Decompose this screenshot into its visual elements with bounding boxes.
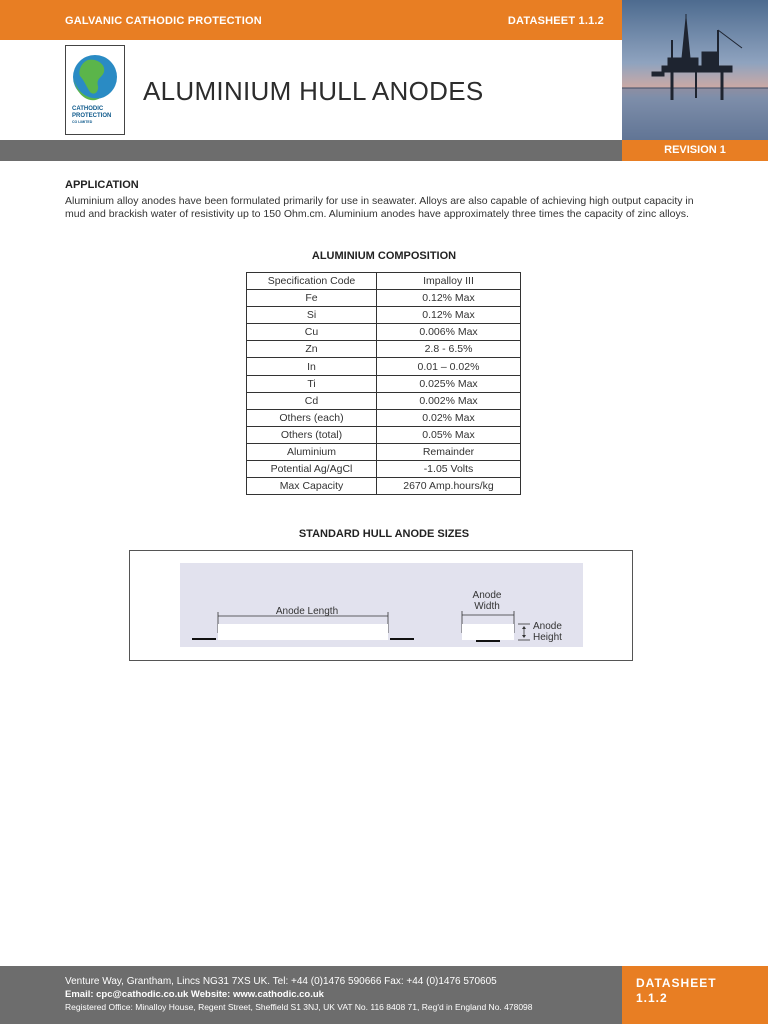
table-cell-property: Max Capacity: [247, 478, 377, 495]
header-datasheet: DATASHEET 1.1.2: [507, 15, 604, 27]
table-row: [247, 273, 521, 290]
footer-datasheet-badge: [622, 966, 768, 1024]
table-cell-value: 0.006% Max: [377, 324, 521, 341]
anode-width-body: [462, 624, 514, 640]
table-cell-property: Cd: [247, 392, 377, 409]
logo-line-1: CATHODIC: [72, 106, 104, 112]
table-row: [247, 341, 521, 358]
table-cell-property: Potential Ag/AgCl: [247, 461, 377, 478]
anode-length-body: [218, 624, 388, 640]
anode-length-label: Anode Length: [275, 606, 339, 617]
table-cell-property: Others (total): [247, 426, 377, 443]
table-row: [247, 478, 521, 495]
table-cell-value: Remainder: [377, 443, 521, 460]
table-row: [247, 409, 521, 426]
table-cell-value: -1.05 Volts: [377, 461, 521, 478]
table-cell-property: Specification Code: [247, 273, 377, 290]
oil-rig-photo: [622, 0, 768, 140]
logo-text: [72, 106, 111, 124]
table-row: [247, 426, 521, 443]
header-bar: [0, 0, 622, 40]
revision-bar: [0, 140, 768, 161]
anode-height-label-1: Anode: [533, 621, 562, 632]
table-cell-value: 0.12% Max: [377, 307, 521, 324]
application-text: Aluminium alloy anodes have been formulated primarily for use in seawater. Alloys are also capable of achieving high output capacity in mud and brackish water of resistivity up to 150 Ohm.cm. Aluminium anodes have approximately three times the capacity of zinc alloys.: [65, 195, 694, 220]
anode-height-label-2: Height: [533, 632, 562, 643]
footer-datasheet-number: 1.1.2: [636, 991, 668, 1005]
footer-datasheet-label: DATASHEET: [636, 976, 717, 990]
logo-line-2: PROTECTION: [72, 113, 112, 119]
anode-width-label-2: Width: [474, 601, 500, 612]
revision-badge: [622, 140, 768, 161]
table-row: [247, 307, 521, 324]
sizes-heading: STANDARD HULL ANODE SIZES: [298, 528, 470, 540]
table-row: [247, 324, 521, 341]
table-cell-property: In: [247, 358, 377, 375]
footer: [0, 966, 622, 1024]
table-row: [247, 375, 521, 392]
table-cell-value: Impalloy III: [377, 273, 521, 290]
header-category: GALVANIC CATHODIC PROTECTION: [65, 15, 262, 27]
company-logo: [65, 45, 125, 135]
table-cell-value: 0.01 – 0.02%: [377, 358, 521, 375]
table-row: [247, 461, 521, 478]
anode-dimension-diagram: [180, 563, 583, 647]
table-cell-value: 0.12% Max: [377, 290, 521, 307]
table-cell-property: Cu: [247, 324, 377, 341]
revision-label: REVISION 1: [664, 144, 726, 156]
footer-contact: Email: cpc@cathodic.co.uk Website: www.cathodic.co.uk: [65, 989, 324, 1000]
anode-width-label-1: Anode: [472, 590, 502, 601]
table-cell-property: Others (each): [247, 409, 377, 426]
page-title: ALUMINIUM HULL ANODES: [143, 76, 484, 106]
footer-address: Venture Way, Grantham, Lincs NG31 7XS UK. Tel: +44 (0)1476 590666 Fax: +44 (0)1476 570605: [65, 976, 497, 987]
composition-table: [246, 272, 521, 495]
table-cell-value: 0.025% Max: [377, 375, 521, 392]
table-row: [247, 443, 521, 460]
table-cell-value: 2670 Amp.hours/kg: [377, 478, 521, 495]
table-row: [247, 392, 521, 409]
table-cell-property: Si: [247, 307, 377, 324]
table-row: [247, 358, 521, 375]
table-cell-property: Fe: [247, 290, 377, 307]
table-cell-value: 0.05% Max: [377, 426, 521, 443]
logo-line-3: CO LIMITED: [72, 120, 93, 124]
table-cell-property: Aluminium: [247, 443, 377, 460]
table-row: [247, 290, 521, 307]
table-cell-value: 0.002% Max: [377, 392, 521, 409]
table-cell-property: Zn: [247, 341, 377, 358]
table-cell-property: Ti: [247, 375, 377, 392]
application-heading: APPLICATION: [65, 179, 139, 191]
table-cell-value: 0.02% Max: [377, 409, 521, 426]
table-cell-value: 2.8 - 6.5%: [377, 341, 521, 358]
footer-registered: Registered Office: Minalloy House, Regent Street, Sheffield S1 3NJ, UK VAT No. 116 8408 71, Reg'd in England No. 478098: [65, 1002, 533, 1012]
composition-heading: ALUMINIUM COMPOSITION: [311, 250, 457, 262]
